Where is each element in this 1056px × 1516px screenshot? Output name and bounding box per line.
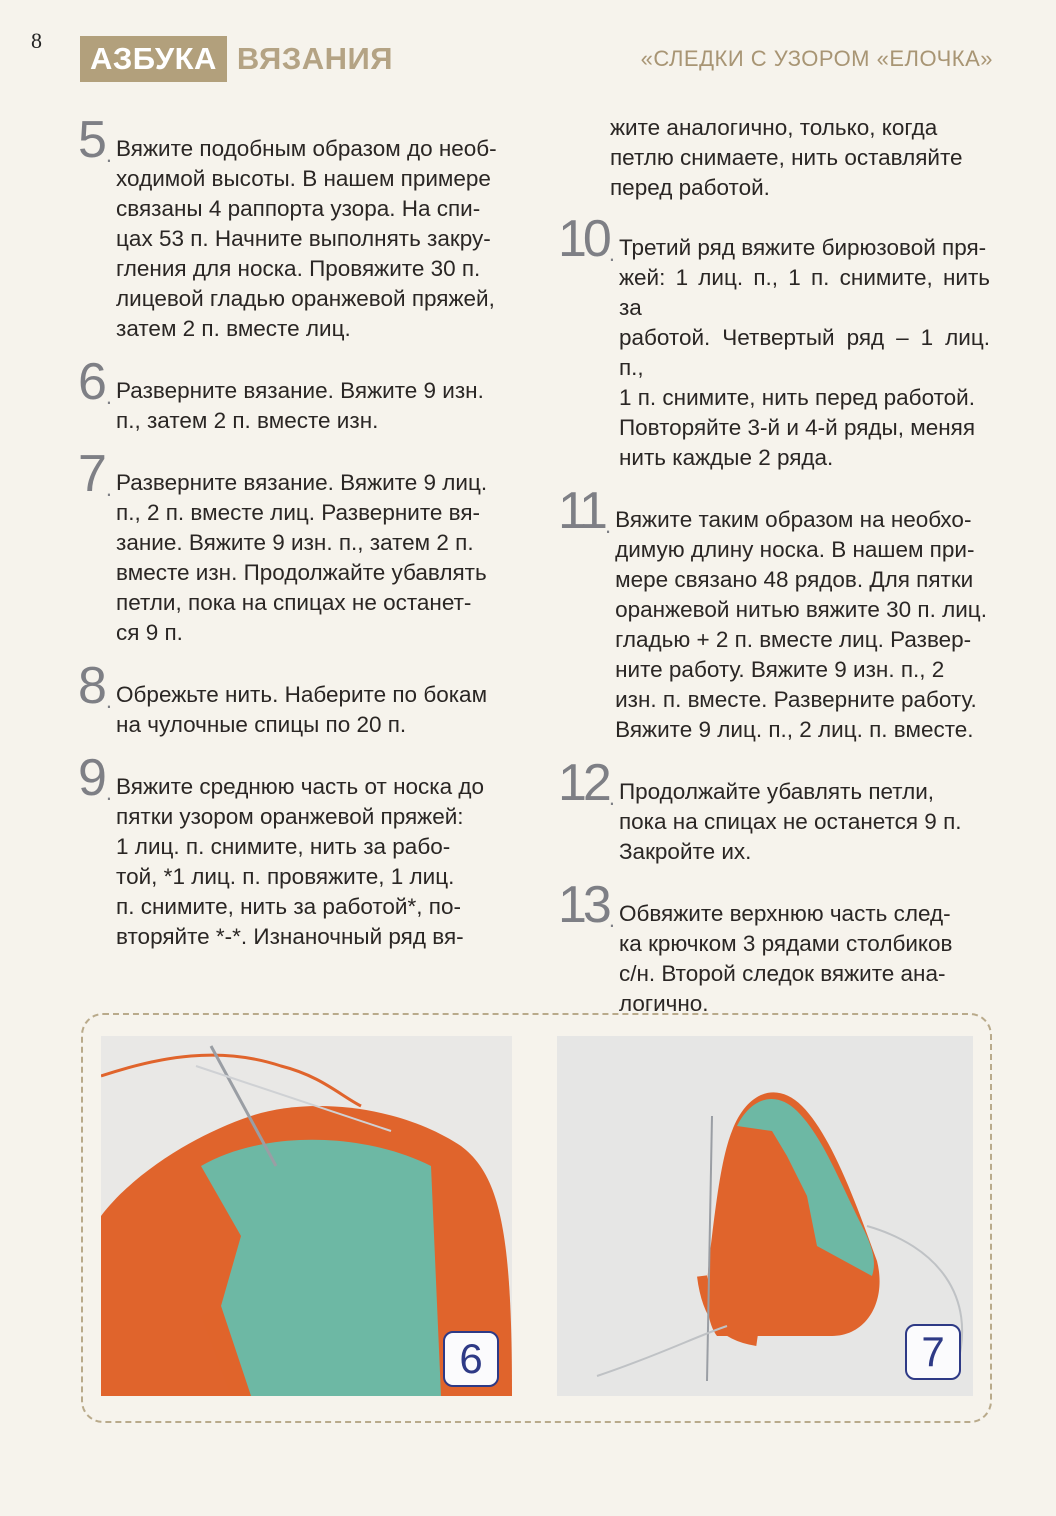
- step-6: 6 . Разверните вязание. Вяжите 9 изн. п., затем 2 п. вместе изн.: [78, 362, 514, 436]
- step-10: 10 . Третий ряд вяжите бирюзовой пря- жей: 1 лиц. п., 1 п. снимите, нить за работой. Четвертый ряд – 1 лиц. п., 1 п. снимите, нить перед работой. Повторяйте 3-й и 4-й ряды, меняя нить каждые 2 ряда.: [558, 219, 990, 473]
- left-column: [78, 111, 514, 970]
- step-text: Продолжайте убавлять петли, пока на спицах не останется 9 п. Закройте их.: [618, 779, 962, 864]
- step-number: 12: [558, 754, 608, 812]
- step-number: 11: [558, 482, 604, 540]
- step-7: 7 . Разверните вязание. Вяжите 9 лиц. п., 2 п. вместе лиц. Разверните вя- зание. Вяжите 9 изн. п., затем 2 п. вместе изн. Продолжайте убавлять петли, пока на спицах не останет- ся 9 п.: [78, 454, 514, 648]
- step-text: Разверните вязание. Вяжите 9 изн. п., затем 2 п. вместе изн.: [116, 378, 484, 433]
- step-text: Обрежьте нить. Наберите по бокам на чулочные спицы по 20 п.: [116, 682, 488, 737]
- step-text: Вяжите подобным образом до необ- ходимой высоты. В нашем примере связаны 4 раппорта узора. На спи- цах 53 п. Начните выполнять закру- гления для носка. Провяжите 30 п. лицевой гладью оранжевой пряжей, затем 2 п. вместе лиц.: [116, 136, 497, 341]
- step-text: Обвяжите верхнюю часть след- ка крючком 3 рядами столбиков с/н. Второй следок вяжите ана- логично.: [618, 901, 953, 1016]
- step-11: 11 . Вяжите таким образом на необхо- димую длину носка. В нашем при- мере связано 48 рядов. Для пятки оранжевой нитью вяжите 30 п. лиц. гладью + 2 п. вместе лиц. Развер- ните работу. Вяжите 9 изн. п., 2 изн. п. вместе. Разверните работу. Вяжите 9 лиц. п., 2 лиц. п. вместе.: [558, 491, 990, 745]
- step-text: Вяжите среднюю часть от носка до пятки узором оранжевой пряжей: 1 лиц. п. снимите, нить за рабо- той, *1 лиц. п. провяжите, 1 лиц. п. снимите, нить за работой*, по- вторяйте *-*. Изнаночный ряд вя-: [116, 774, 485, 949]
- step-text: Третий ряд вяжите бирюзовой пря- жей: 1 лиц. п., 1 п. снимите, нить за работой. Четвертый ряд – 1 лиц. п., 1 п. снимите, нить перед работой. Повторяйте 3-й и 4-й ряды, меняя нить каждые 2 ряда.: [618, 235, 990, 470]
- step-number: 10: [558, 210, 608, 268]
- step-number: 9: [78, 749, 105, 807]
- header-section-word: ВЯЗАНИЯ: [236, 41, 394, 76]
- section-header: [80, 36, 393, 82]
- step-number: 6: [78, 353, 105, 411]
- step-number: 5: [78, 111, 105, 169]
- photo-7-badge: 7: [905, 1324, 961, 1380]
- step-9-continuation: жите аналогично, только, когда петлю снимаете, нить оставляйте перед работой.: [610, 115, 963, 200]
- step-13: 13 . Обвяжите верхнюю часть след- ка крючком 3 рядами столбиков с/н. Второй следок вяжите ана- логично.: [558, 885, 990, 1019]
- right-column: [558, 113, 990, 1037]
- step-text: Разверните вязание. Вяжите 9 лиц. п., 2 п. вместе лиц. Разверните вя- зание. Вяжите 9 изн. п., затем 2 п. вместе изн. Продолжайте убавлять петли, пока на спицах не останет- ся 9 п.: [116, 470, 488, 645]
- step-number: 13: [558, 876, 608, 934]
- header-box-label: АЗБУКА: [80, 36, 227, 82]
- step-number: 8: [78, 657, 105, 715]
- step-5: 5 . Вяжите подобным образом до необ- ходимой высоты. В нашем примере связаны 4 раппорта узора. На спи- цах 53 п. Начните выполнять закру- гления для носка. Провяжите 30 п. лицевой гладью оранжевой пряжей, затем 2 п. вместе лиц.: [78, 120, 514, 344]
- step-8: 8 . Обрежьте нить. Наберите по бокам на чулочные спицы по 20 п.: [78, 666, 514, 740]
- step-9: 9 . Вяжите среднюю часть от носка до пятки узором оранжевой пряжей: 1 лиц. п. снимите, нить за рабо- той, *1 лиц. п. провяжите, 1 лиц. п. снимите, нить за работой*, по- вторяйте *-*. Изнаночный ряд вя-: [78, 758, 514, 952]
- step-number: 7: [78, 445, 105, 503]
- step-12: 12 . Продолжайте убавлять петли, пока на спицах не останется 9 п. Закройте их.: [558, 763, 990, 867]
- article-title: «СЛЕДКИ С УЗОРОМ «ЕЛОЧКА»: [640, 46, 993, 71]
- step-text: Вяжите таким образом на необхо- димую длину носка. В нашем при- мере связано 48 рядов. Для пятки оранжевой нитью вяжите 30 п. лиц. гладью + 2 п. вместе лиц. Развер- ните работу. Вяжите 9 изн. п., 2 изн. п. вместе. Разверните работу. Вяжите 9 лиц. п., 2 лиц. п. вместе.: [615, 507, 987, 742]
- photo-6-badge: 6: [443, 1331, 499, 1387]
- page-number: 8: [31, 28, 42, 53]
